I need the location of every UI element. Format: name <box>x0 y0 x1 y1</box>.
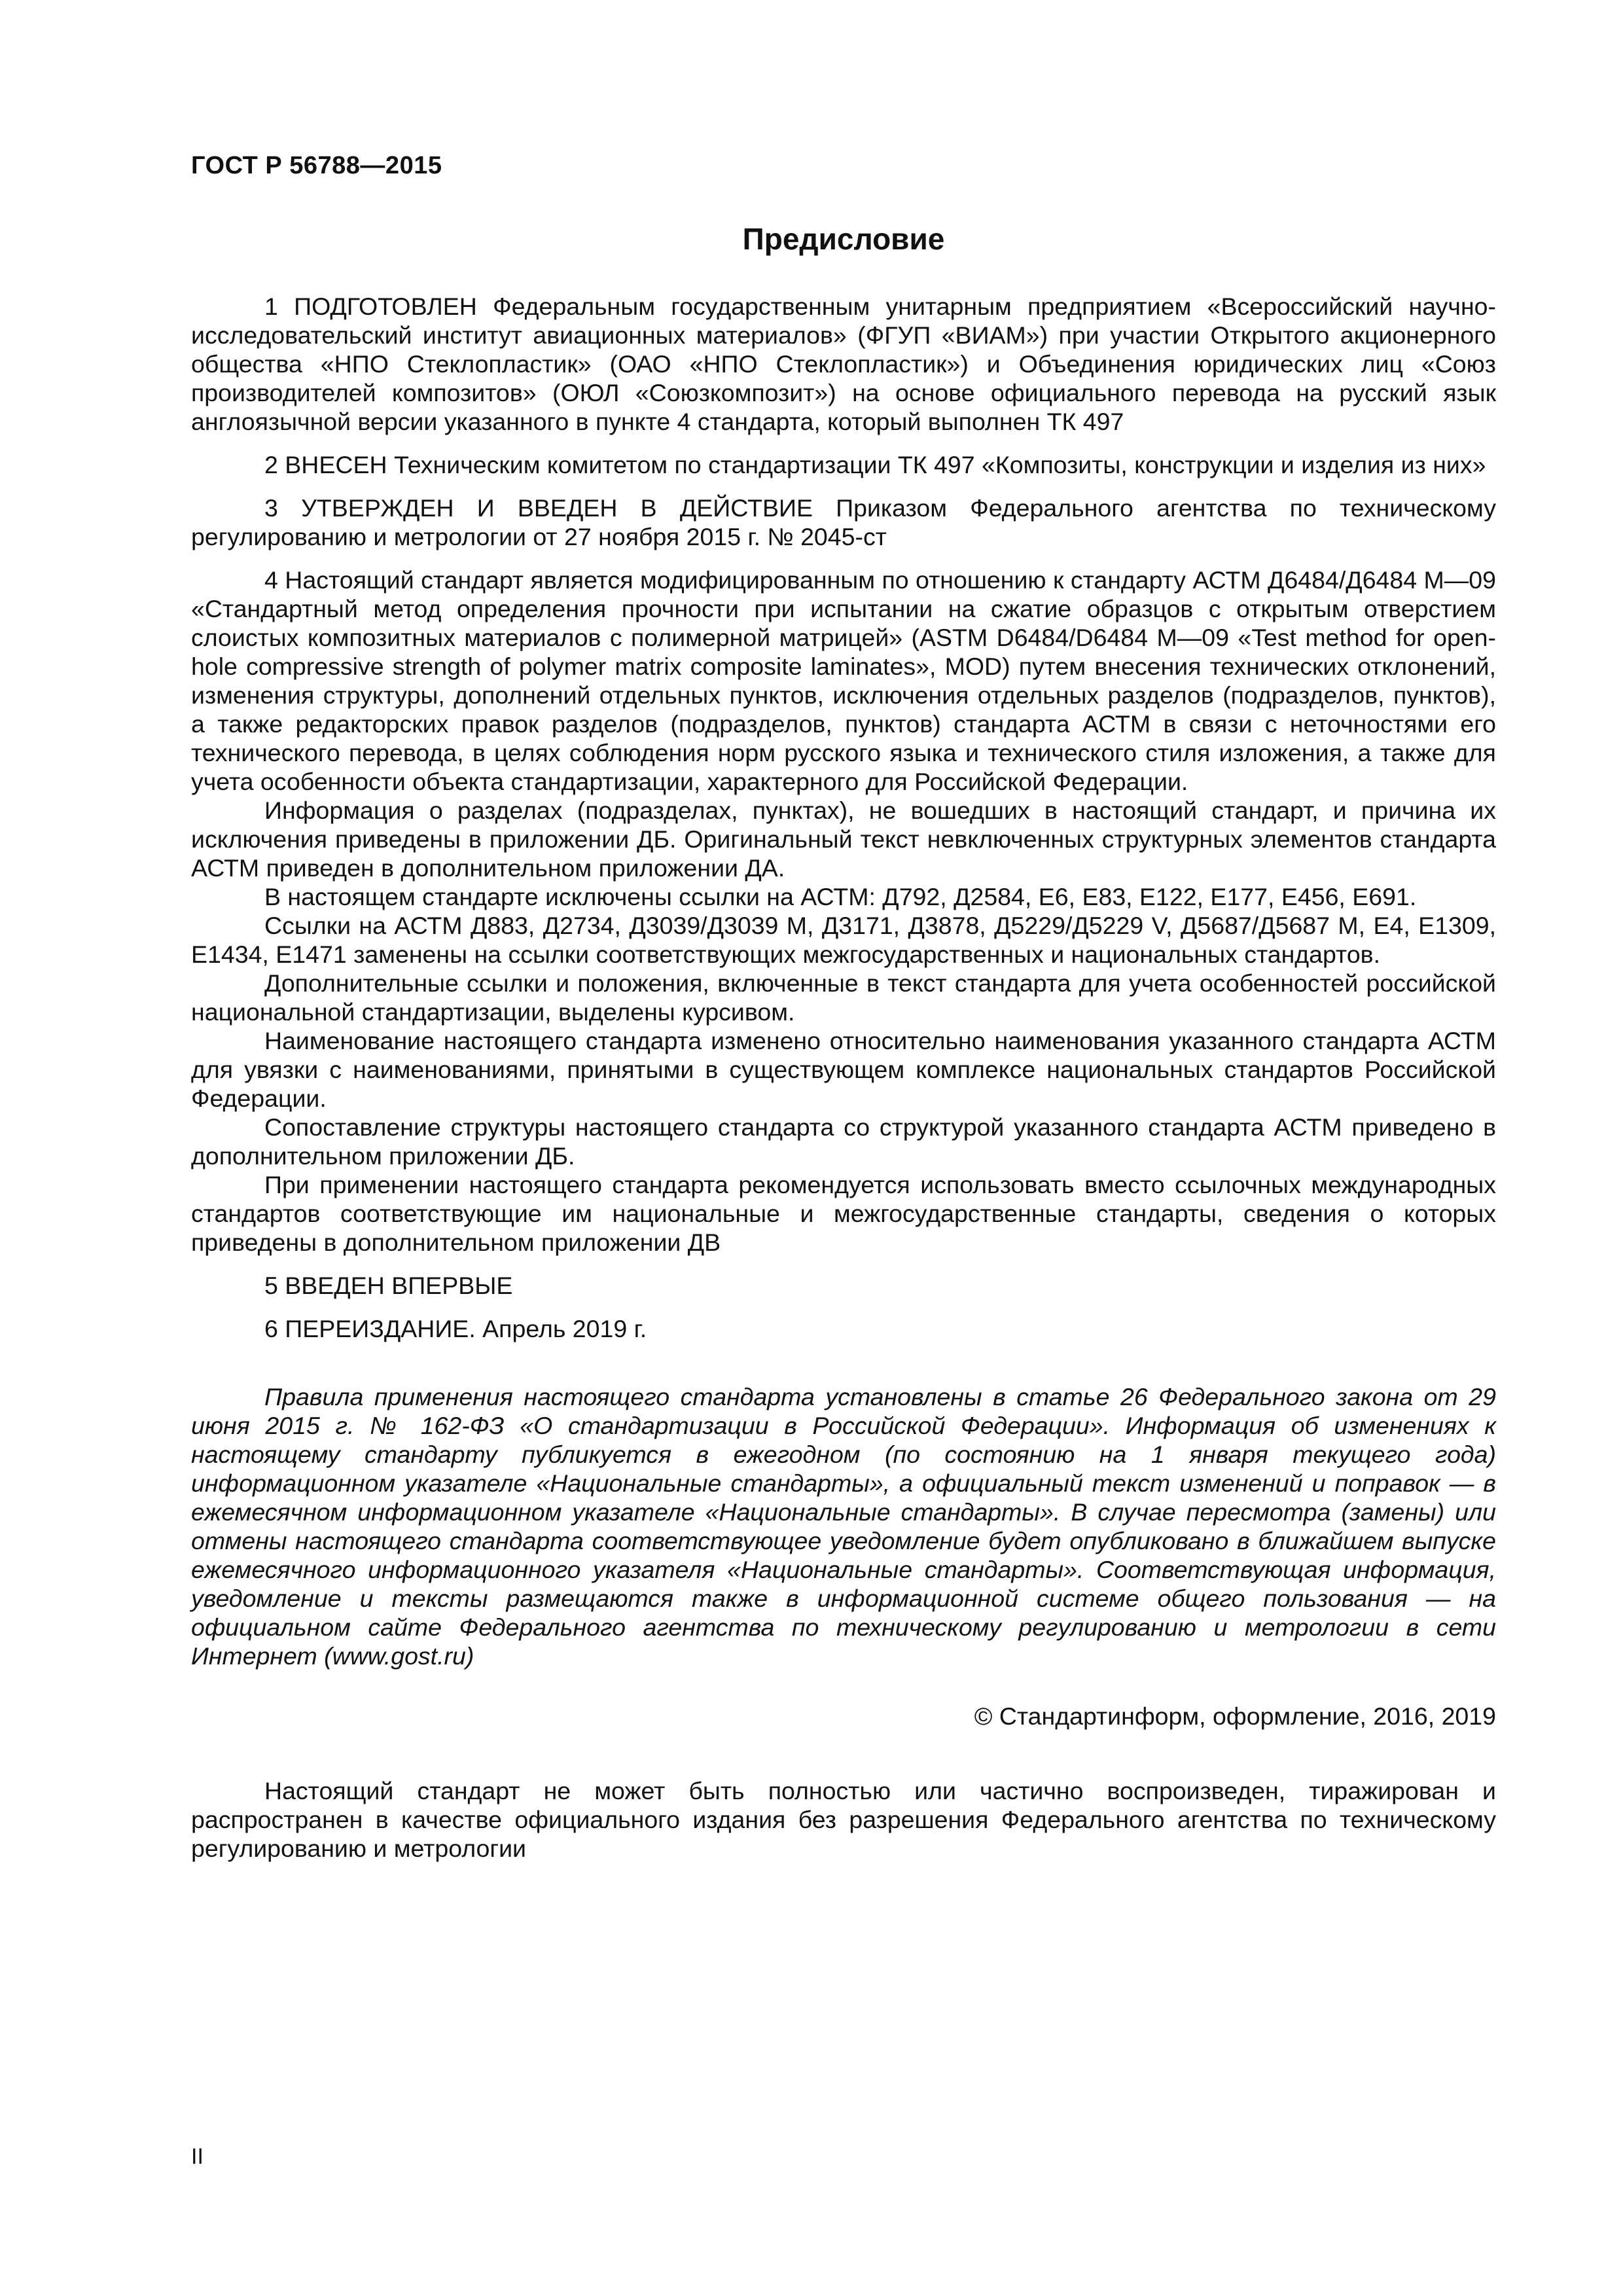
paragraph-modified-standard: 4 Настоящий стандарт является модифицированным по отношению к стандарту АСТМ Д6484/Д6484 М—09 «Стандартный метод определения прочности при испытании на сжатие образцов с открытым отверстием слоистых композитных материалов с полимерной матрицей» (ASTM D6484/D6484 M—09 «Test method for open-hole compressive strength of polymer matrix composite laminates», MOD) путем внесения технических отклонений, изменения структуры, дополнений отдельных пунктов, исключения отдельных разделов (подразделов, пунктов), а также редакторских правок разделов (подразделов, пунктов) стандарта АСТМ в связи с неточностями его технического перевода, в целях соблюдения норм русского языка и технического стиля изложения, а также для учета особенности объекта стандартизации, характерного для Российской Федерации. <box>191 566 1496 795</box>
paragraph-approved: 3 УТВЕРЖДЕН И ВВЕДЕН В ДЕЙСТВИЕ Приказом Федерального агентства по техническому регулированию и метрологии от 27 ноября 2015 г. № 2045-ст <box>191 494 1496 550</box>
reproduction-notice: Настоящий стандарт не может быть полностью или частично воспроизведен, тиражирован и распространен в качестве официального издания без разрешения Федерального агентства по техническому регулированию и метрологии <box>191 1777 1496 1862</box>
page-title: Предисловие <box>742 222 945 256</box>
paragraph-excluded-sections: Информация о разделах (подразделах, пунктах), не вошедших в настоящий стандарт, и причина их исключения приведены в приложении ДБ. Оригинальный текст невключенных структурных элементов стандарта АСТМ приведен в дополнительном приложении ДА. <box>191 797 1496 882</box>
page-number: II <box>191 2144 204 2169</box>
document-body <box>191 292 1496 1888</box>
paragraph-replaced-references: Ссылки на АСТМ Д883, Д2734, Д3039/Д3039 М, Д3171, Д3878, Д5229/Д5229 V, Д5687/Д5687 М, Е4, Е1309, Е1434, Е1471 заменены на ссылки соответствующих межгосударственных и национальных стандартов. <box>191 912 1496 968</box>
application-rules-note: Правила применения настоящего стандарта установлены в статье 26 Федерального закона от 29 июня 2015 г. № 162-ФЗ «О стандартизации в Российской Федерации». Информация об изменениях к настоящему стандарту публикуется в ежегодном (по состоянию на 1 января текущего года) информационном указателе «Национальные стандарты», а официальный текст изменений и поправок — в ежемесячном информационном указателе «Национальные стандарты». В случае пересмотра (замены) или отмены настоящего стандарта соответствующее уведомление будет опубликовано в ближайшем выпуске ежемесячного информационного указателя «Национальные стандарты». Соответствующая информация, уведомление и тексты размещаются также в информационной системе общего пользования — на официальном сайте Федерального агентства по техническому регулированию и метрологии в сети Интернет (www.gost.ru) <box>191 1383 1496 1670</box>
paragraph-reissue: 6 ПЕРЕИЗДАНИЕ. Апрель 2019 г. <box>264 1315 647 1342</box>
paragraph-first-introduced: 5 ВВЕДЕН ВПЕРВЫЕ <box>264 1272 513 1299</box>
paragraph-italic-note: Дополнительные ссылки и положения, включенные в текст стандарта для учета особенностей российской национальной стандартизации, выделены курсивом. <box>191 969 1496 1026</box>
paragraph-introduced-by: 2 ВНЕСЕН Техническим комитетом по стандартизации ТК 497 «Композиты, конструкции и изделия из них» <box>264 451 1486 478</box>
paragraph-prepared-by: 1 ПОДГОТОВЛЕН Федеральным государственным унитарным предприятием «Всероссийский научно-исследовательский институт авиационных материалов» (ФГУП «ВИАМ») при участии Открытого акционерного общества «НПО Стеклопластик» (ОАО «НПО Стеклопластик») и Объединения юридических лиц «Союз производителей композитов» (ОЮЛ «Союзкомпозит») на основе официального перевода на русский язык англоязычной версии указанного в пункте 4 стандарта, который выполнен ТК 497 <box>191 293 1496 435</box>
paragraph-excluded-references: В настоящем стандарте исключены ссылки на АСТМ: Д792, Д2584, Е6, Е83, Е122, Е177, Е456, Е691. <box>264 883 1417 910</box>
paragraph-structure-comparison: Сопоставление структуры настоящего стандарта со структурой указанного стандарта АСТМ приведено в дополнительном приложении ДБ. <box>191 1113 1496 1170</box>
paragraph-reference-usage: При применении настоящего стандарта рекомендуется использовать вместо ссылочных международных стандартов соответствующие им национальные и межгосударственные стандарты, сведения о которых приведены в дополнительном приложении ДВ <box>191 1171 1496 1256</box>
document-code: ГОСТ Р 56788—2015 <box>191 152 442 179</box>
document-page <box>191 0 1496 2296</box>
paragraph-name-changed: Наименование настоящего стандарта изменено относительно наименования указанного стандарта АСТМ для увязки с наименованиями, принятыми в существующем комплексе национальных стандартов Российской Федерации. <box>191 1027 1496 1112</box>
copyright-line: © Стандартинформ, оформление, 2016, 2019 <box>974 1702 1496 1730</box>
